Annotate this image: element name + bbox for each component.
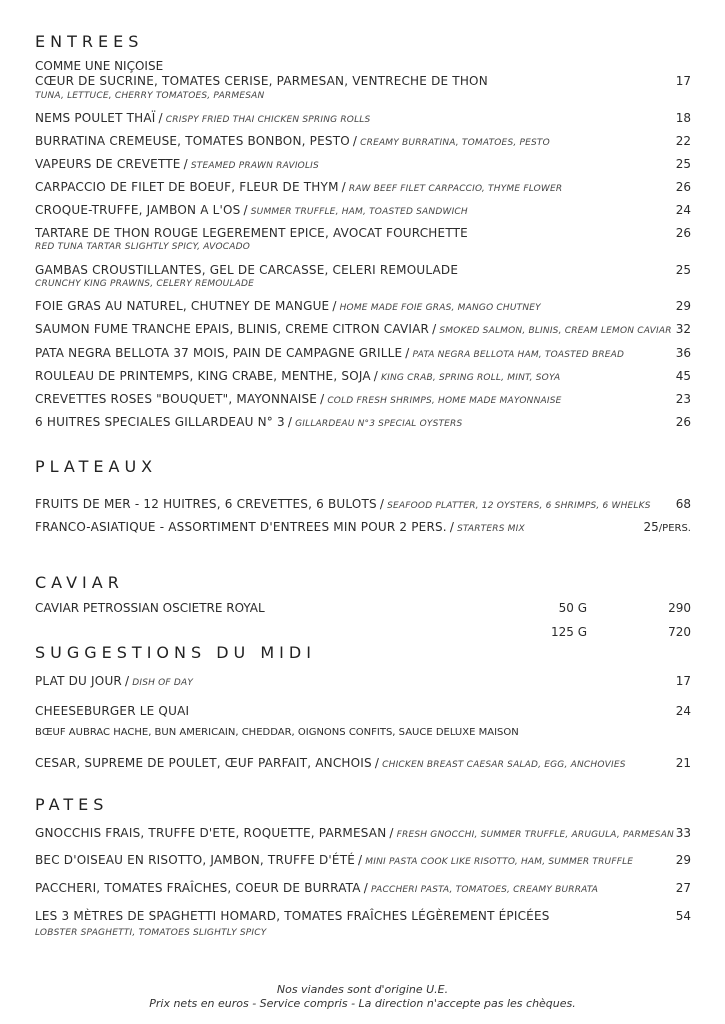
- dish-english: GILLARDEAU N°3 SPECIAL OYSTERS: [295, 419, 463, 429]
- separator: /: [320, 392, 325, 406]
- separator: /: [449, 520, 455, 534]
- dish-row: [35, 369, 691, 387]
- dish-row: [35, 881, 691, 899]
- dish-price: 17: [675, 74, 691, 88]
- separator: /: [243, 203, 248, 217]
- footer-price-note: Prix nets en euros - Service compris - La direction n'accepte pas les chèques.: [149, 997, 576, 1010]
- dish-english: TUNA, LETTUCE, CHERRY TOMATOES, PARMESAN: [35, 91, 265, 101]
- dish-name: NEMS POULET THAÏ: [35, 111, 156, 125]
- dish-nicoise-title: COMME UNE NIÇOISE: [35, 59, 164, 73]
- dish-row: [35, 674, 691, 692]
- dish-english: SUMMER TRUFFLE, HAM, TOASTED SANDWICH: [250, 207, 468, 217]
- dish-english: SMOKED SALMON, BLINIS, CREAM LEMON CAVIAR: [439, 326, 672, 336]
- dish-price: 32: [675, 322, 691, 336]
- dish-price: 29: [675, 853, 691, 867]
- separator: /: [373, 369, 379, 383]
- dish-price: 17: [675, 674, 691, 688]
- dish-price: 27: [675, 881, 691, 895]
- dish-row: [35, 756, 691, 774]
- dish-name: FRUITS DE MER - 12 HUITRES, 6 CREVETTES, 6 BULOTS: [35, 497, 377, 511]
- dish-row: [35, 134, 691, 152]
- dish-name: GAMBAS CROUSTILLANTES, GEL DE CARCASSE, CELERI REMOULADE: [35, 263, 459, 277]
- dish-price: 54: [675, 909, 691, 923]
- caviar-name: CAVIAR PETROSSIAN OSCIETRE ROYAL: [35, 601, 265, 615]
- section-title-caviar: CAVIAR: [35, 573, 124, 592]
- dish-price: 25: [675, 263, 691, 277]
- dish-row: [35, 203, 691, 221]
- dish-english: CHICKEN BREAST CAESAR SALAD, EGG, ANCHOVIES: [382, 760, 626, 770]
- separator: /: [332, 299, 337, 313]
- separator: /: [358, 853, 363, 867]
- dish-name: FOIE GRAS AU NATUREL, CHUTNEY DE MANGUE: [35, 299, 330, 313]
- separator: /: [432, 322, 437, 336]
- separator: /: [405, 346, 410, 360]
- plateau-row: [35, 520, 691, 538]
- dish-price: 45: [675, 369, 691, 383]
- dish-name: GNOCCHIS FRAIS, TRUFFE D'ETE, ROQUETTE, PARMESAN: [35, 826, 387, 840]
- caviar-quantity: 125 G: [550, 625, 587, 639]
- separator: /: [287, 415, 293, 429]
- separator: /: [158, 111, 163, 125]
- dish-price: 21: [675, 756, 691, 770]
- dish-name: TARTARE DE THON ROUGE LEGEREMENT EPICE, AVOCAT FOURCHETTE: [35, 226, 468, 240]
- dish-english: COLD FRESH SHRIMPS, HOME MADE MAYONNAISE: [327, 396, 562, 406]
- footer-origin-note: Nos viandes sont d'origine U.E.: [276, 983, 449, 996]
- dish-name: PATA NEGRA BELLOTA 37 MOIS, PAIN DE CAMPAGNE GRILLE: [35, 346, 403, 360]
- separator: /: [379, 497, 385, 511]
- dish-price: 36: [675, 346, 691, 360]
- dish-price: 68: [675, 497, 691, 511]
- dish-price: 24: [675, 704, 691, 718]
- dish-row: [35, 299, 691, 317]
- dish-name: CARPACCIO DE FILET DE BOEUF, FLEUR DE THYM: [35, 180, 339, 194]
- dish-name: CREVETTES ROSES "BOUQUET", MAYONNAISE: [35, 392, 318, 406]
- dish-english: STEAMED PRAWN RAVIOLIS: [190, 161, 319, 171]
- dish-row: [35, 853, 691, 871]
- section-title-suggestions: SUGGESTIONS DU MIDI: [35, 643, 316, 662]
- dish-price: 25: [643, 520, 659, 534]
- dish-english: CRUNCHY KING PRAWNS, CELERY REMOULADE: [35, 279, 254, 289]
- dish-price: 26: [675, 415, 691, 429]
- caviar-price: 290: [668, 601, 691, 615]
- dish-english: LOBSTER SPAGHETTI, TOMATOES SLIGHTLY SPICY: [35, 928, 267, 938]
- dish-price: 29: [675, 299, 691, 313]
- caviar-quantity: 50 G: [558, 601, 587, 615]
- dish-price: 26: [675, 226, 691, 240]
- section-title-pates: PATES: [35, 795, 109, 814]
- dish-english: RAW BEEF FILET CARPACCIO, THYME FLOWER: [348, 184, 563, 194]
- dish-name: CESAR, SUPREME DE POULET, ŒUF PARFAIT, ANCHOIS: [35, 756, 372, 770]
- dish-row: [35, 826, 691, 844]
- separator: /: [183, 157, 188, 171]
- dish-english: MINI PASTA COOK LIKE RISOTTO, HAM, SUMMER TRUFFLE: [365, 857, 634, 867]
- dish-row: [35, 415, 691, 433]
- separator: /: [352, 134, 358, 148]
- dish-price: 18: [675, 111, 691, 125]
- separator: /: [124, 674, 130, 688]
- dish-row: [35, 346, 691, 364]
- dish-price: 23: [675, 392, 691, 406]
- dish-row: [35, 392, 691, 410]
- dish-description: BŒUF AUBRAC HACHE, BUN AMERICAIN, CHEDDAR, OIGNONS CONFITS, SAUCE DELUXE MAISON: [35, 727, 519, 738]
- separator: /: [363, 881, 368, 895]
- dish-english: CREAMY BURRATINA, TOMATOES, PESTO: [360, 138, 550, 148]
- dish-english: PACCHERI PASTA, TOMATOES, CREAMY BURRATA: [370, 885, 599, 895]
- dish-price: 24: [675, 203, 691, 217]
- caviar-price: 720: [668, 625, 691, 639]
- dish-name: FRANCO-ASIATIQUE - ASSORTIMENT D'ENTREES MIN POUR 2 PERS.: [35, 520, 447, 534]
- dish-english: STARTERS MIX: [457, 524, 525, 534]
- dish-price: 26: [675, 180, 691, 194]
- dish-name: PLAT DU JOUR: [35, 674, 122, 688]
- dish-name: 6 HUITRES SPECIALES GILLARDEAU N° 3: [35, 415, 285, 429]
- plateau-row: [35, 497, 691, 515]
- dish-row: [35, 157, 691, 175]
- dish-name: ROULEAU DE PRINTEMPS, KING CRABE, MENTHE, SOJA: [35, 369, 371, 383]
- dish-english: CRISPY FRIED THAI CHICKEN SPRING ROLLS: [165, 115, 371, 125]
- section-title-entrees: ENTREES: [35, 32, 144, 51]
- dish-english: FRESH GNOCCHI, SUMMER TRUFFLE, ARUGULA, PARMESAN: [396, 830, 674, 840]
- dish-row: [35, 111, 691, 129]
- dish-name: LES 3 MÈTRES DE SPAGHETTI HOMARD, TOMATES FRAÎCHES LÉGÈREMENT ÉPICÉES: [35, 909, 550, 923]
- dish-price: 33: [675, 826, 691, 840]
- separator: /: [341, 180, 346, 194]
- dish-name: CHEESEBURGER LE QUAI: [35, 704, 190, 718]
- dish-name: CROQUE-TRUFFE, JAMBON A L'OS: [35, 203, 241, 217]
- dish-price: 22: [675, 134, 691, 148]
- dish-nicoise: [35, 74, 691, 92]
- dish-name: PACCHERI, TOMATES FRAÎCHES, COEUR DE BURRATA: [35, 881, 361, 895]
- dish-name: VAPEURS DE CREVETTE: [35, 157, 181, 171]
- separator: /: [389, 826, 394, 840]
- section-title-plateaux: PLATEAUX: [35, 457, 158, 476]
- dish-english: DISH OF DAY: [132, 678, 194, 688]
- dish-english: PATA NEGRA BELLOTA HAM, TOASTED BREAD: [412, 350, 625, 360]
- dish-burger: [35, 704, 691, 722]
- dish-homard: [35, 909, 691, 927]
- price-unit: /PERS.: [658, 523, 691, 534]
- dish-english: RED TUNA TARTAR SLIGHTLY SPICY, AVOCADO: [35, 242, 251, 252]
- separator: /: [374, 756, 380, 770]
- dish-english: SEAFOOD PLATTER, 12 OYSTERS, 6 SHRIMPS, 6 WHELKS: [387, 501, 651, 511]
- dish-row: [35, 180, 691, 198]
- dish-price: 25: [675, 157, 691, 171]
- dish-name: SAUMON FUME TRANCHE EPAIS, BLINIS, CREME CITRON CAVIAR: [35, 322, 430, 336]
- dish-name: BURRATINA CREMEUSE, TOMATES BONBON, PESTO: [35, 134, 350, 148]
- dish-english: HOME MADE FOIE GRAS, MANGO CHUTNEY: [339, 303, 541, 313]
- dish-english: KING CRAB, SPRING ROLL, MINT, SOYA: [381, 373, 561, 383]
- dish-row: [35, 322, 691, 340]
- dish-name: BEC D'OISEAU EN RISOTTO, JAMBON, TRUFFE D'ÉTÉ: [35, 853, 356, 867]
- dish-name: CŒUR DE SUCRINE, TOMATES CERISE, PARMESAN, VENTRECHE DE THON: [35, 74, 488, 88]
